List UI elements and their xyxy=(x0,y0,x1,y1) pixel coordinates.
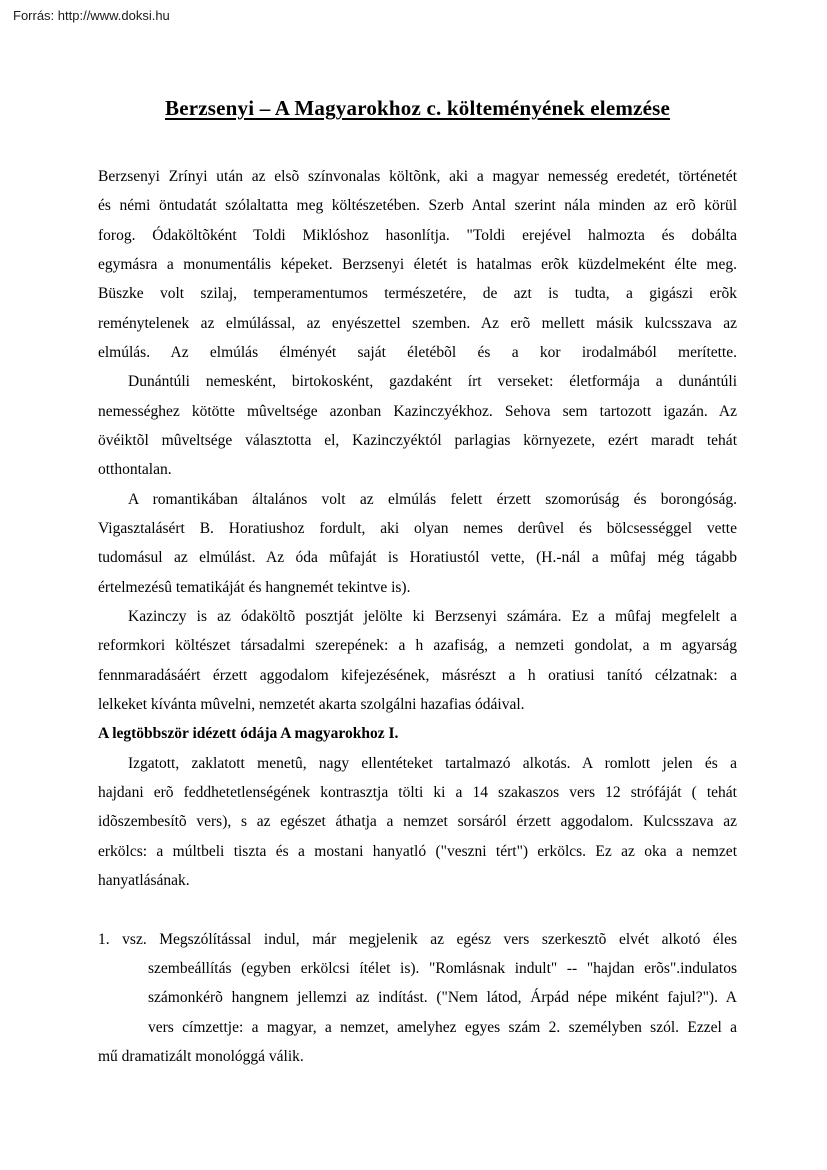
source-url-label: Forrás: http://www.doksi.hu xyxy=(13,8,170,23)
vsz-1-item xyxy=(98,925,737,1072)
text-line: egymásra a monumentális képeket. Berzsenyi életét is hatalmas erõk küzdelmeként élte meg. xyxy=(98,255,737,273)
text-line: értelmezésû tematikáját és hangnemét tekintve is). xyxy=(98,578,411,596)
text-line: és némi öntudatát szólaltatta meg költészetében. Szerb Antal szerint nála minden az erõ körül xyxy=(98,197,737,215)
text-line: idõszembesítõ vers), s az egészet áthatja a nemzet sorsáról érzett aggodalom. Kulcsszava az xyxy=(98,813,737,831)
text-line: erkölcs: a múltbeli tiszta és a mostani hanyatló ("veszni tért") erkölcs. Ez az oka a nemzet xyxy=(98,842,737,860)
text-line: otthontalan. xyxy=(98,461,172,479)
text-line: Büszke volt szilaj, temperamentumos természetére, de azt is tudta, a gigászi erõk xyxy=(98,285,737,303)
heading-a-magyarokhoz xyxy=(98,719,737,748)
document-title: Berzsenyi – A Magyarokhoz c. költeményének elemzése xyxy=(165,96,670,120)
text-line: forog. Ódaköltõként Toldi Miklóshoz hasonlítja. "Toldi erejével halmozta és dobálta xyxy=(98,226,737,244)
text-line: Dunántúli nemesként, birtokosként, gazdaként írt verseket: életformája a dunántúli xyxy=(128,373,737,391)
text-line: mű dramatizált monológgá válik. xyxy=(98,1047,304,1065)
intro-paragraph xyxy=(98,162,737,367)
text-line: A legtöbbször idézett ódája A magyarokhoz I. xyxy=(98,725,399,743)
romantika-paragraph xyxy=(98,485,737,602)
text-line: reménytelenek az elmúlással, az enyészettel szemben. Az erõ mellett másik kulcsszava az xyxy=(98,314,737,332)
text-line: tudomásul az elmúlást. Az óda mûfaját is Horatiustól vette, (H.-nál a mûfaj még tágabb xyxy=(98,549,737,567)
text-line: Vigasztalásért B. Horatiushoz fordult, aki olyan nemes derûvel és bölcsességgel vette xyxy=(98,519,737,537)
text-line: hanyatlásának. xyxy=(98,871,190,889)
text-line: nemességhez kötötte mûveltsége azonban Kazinczyékhoz. Sehova sem tartozott igazán. Az xyxy=(98,402,737,420)
page-content xyxy=(98,0,737,1071)
text-line: Berzsenyi Zrínyi után az elsõ színvonalas költõnk, aki a magyar nemesség eredetét, történetét xyxy=(98,168,737,185)
text-line: számonkérõ hangnem jellemzi az indítást. ("Nem látod, Árpád népe miként fajul?"). A xyxy=(148,989,737,1007)
text-line: vers címzettje: a magyar, a nemzet, amelyhez egyes szám 2. személyben szól. Ezzel a xyxy=(148,1018,737,1036)
document-body xyxy=(98,162,737,1071)
text-line: Izgatott, zaklatott menetû, nagy ellentéteket tartalmazó alkotás. A romlott jelen és a xyxy=(128,754,737,772)
text-line: övéiktõl mûveltsége választotta el, Kazinczyéktól parlagias környezete, ezért maradt tehát xyxy=(98,431,737,449)
text-line: reformkori költészet társadalmi szerepének: a h azafiság, a nemzeti gondolat, a m agyarság xyxy=(98,637,737,655)
izgatott-paragraph xyxy=(98,749,737,896)
text-line: elmúlás. Az elmúlás élményét saját életébõl és a kor irodalmából merítette. xyxy=(98,343,737,361)
text-line: hajdani erõ feddhetetlenségének kontrasztja tölti ki a 14 szakaszos vers 12 strófáját ( tehát xyxy=(98,783,737,801)
text-line: A romantikában általános volt az elmúlás felett érzett szomorúság és borongóság. xyxy=(128,490,737,508)
text-line: Kazinczy is az ódaköltõ posztját jelölte ki Berzsenyi számára. Ez a mûfaj megfelelt a xyxy=(128,607,737,625)
text-line: lelkeket kívánta mûvelni, nemzetét akarta szolgálni hazafias ódáival. xyxy=(98,695,525,713)
text-line: fennmaradásáért érzett aggodalom kifejezésének, másrészt a h oratiusi tanító célzatnak: a xyxy=(98,666,737,684)
dunantuli-paragraph xyxy=(98,367,737,484)
kazinczy-paragraph xyxy=(98,602,737,719)
text-line: 1. vsz. Megszólítással indul, már megjelenik az egész vers szerkesztõ elvét alkotó éles xyxy=(98,930,737,948)
text-line: szembeállítás (egyben erkölcsi ítélet is). "Romlásnak indult" -- "hajdan erõs".indulatos xyxy=(148,959,737,977)
